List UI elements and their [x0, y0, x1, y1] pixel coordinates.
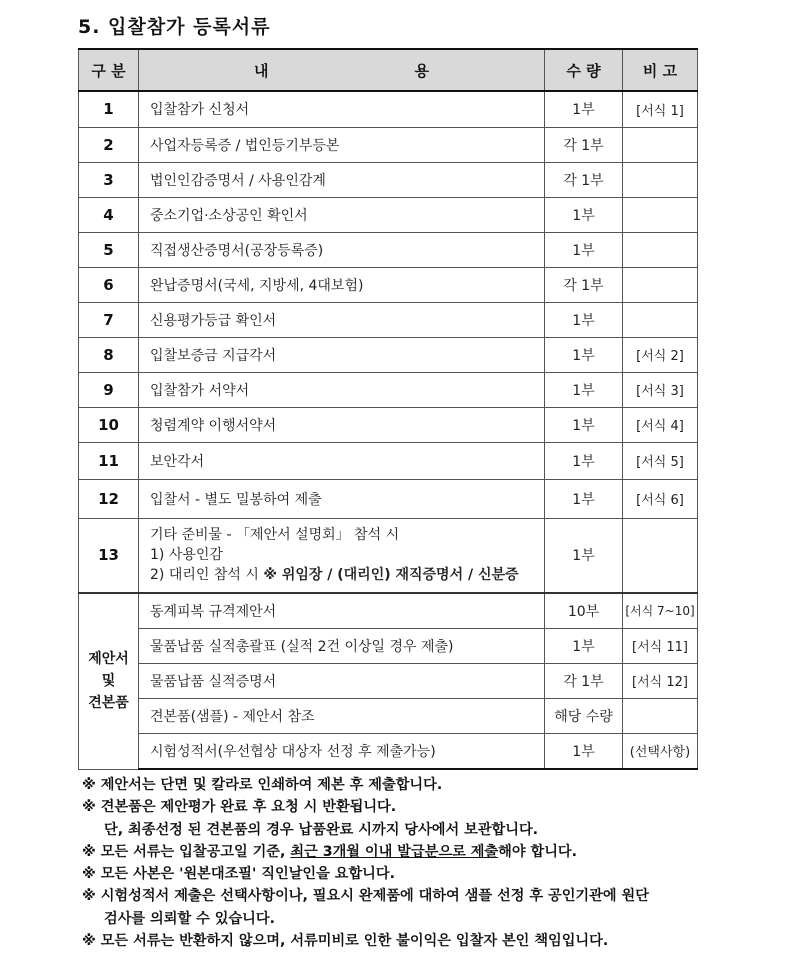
table-header-row [79, 49, 698, 91]
table-row [79, 372, 698, 407]
table-row [79, 698, 698, 733]
row-quantity: 1부 [545, 479, 623, 518]
table-row-13 [79, 518, 698, 593]
table-row [79, 628, 698, 663]
row-content: 사업자등록증 / 법인등기부등본 [139, 127, 545, 162]
header-content [139, 49, 545, 91]
row-number: 7 [79, 302, 139, 337]
row-number: 10 [79, 407, 139, 442]
row-quantity: 1부 [545, 518, 623, 593]
note-5-continued: 검사를 의뢰할 수 있습니다. [104, 910, 275, 927]
row-quantity: 1부 [545, 232, 623, 267]
row-number: 8 [79, 337, 139, 372]
row-remark: [서식 2] [623, 337, 698, 372]
note-3-end: 해야 합니다. [498, 843, 577, 860]
table-row [79, 91, 698, 127]
row-remark: [서식 7~10] [623, 593, 698, 628]
table-row [79, 162, 698, 197]
row-content: 입찰참가 서약서 [139, 372, 545, 407]
row-number: 1 [79, 91, 139, 127]
table-row [79, 302, 698, 337]
row-remark: [서식 12] [623, 663, 698, 698]
row-quantity: 해당 수량 [545, 698, 623, 733]
header-content-part2: 용 [414, 61, 429, 80]
row13-line3-text: 2) 대리인 참석 시 [150, 567, 264, 584]
row-remark: [서식 6] [623, 479, 698, 518]
header-remarks: 비 고 [623, 49, 698, 91]
table-row [79, 267, 698, 302]
documents-table [78, 48, 698, 770]
group-label [79, 593, 139, 769]
row-number: 9 [79, 372, 139, 407]
group-label-line2: 및 [101, 673, 116, 690]
note-6: ※ 모든 서류는 반환하지 않으며, 서류미비로 인한 불이익은 입찰자 본인 책임입니다. [82, 933, 609, 950]
row13-line2: 1) 사용인감 [150, 547, 223, 564]
note-2: ※ 견본품은 제안평가 완료 후 요청 시 반환됩니다. [82, 799, 397, 816]
row-quantity: 1부 [545, 407, 623, 442]
row-number: 12 [79, 479, 139, 518]
header-quantity: 수 량 [545, 49, 623, 91]
header-category: 구 분 [79, 49, 139, 91]
group-label-line3: 견본품 [88, 695, 129, 712]
row-remark [623, 232, 698, 267]
notes-section [82, 774, 742, 952]
row-quantity: 1부 [545, 442, 623, 479]
row13-line3 [150, 565, 544, 585]
table-row [79, 663, 698, 698]
row-number: 5 [79, 232, 139, 267]
row-number: 11 [79, 442, 139, 479]
row-remark: [서식 4] [623, 407, 698, 442]
note-3-text: ※ 모든 서류는 입찰공고일 기준, [82, 843, 291, 860]
table-row [79, 733, 698, 769]
header-content-part1: 내 [254, 61, 269, 80]
note-1: ※ 제안서는 단면 및 칼라로 인쇄하여 제본 후 제출합니다. [82, 777, 443, 793]
row-content: 시험성적서(우선협상 대상자 선정 후 제출가능) [139, 733, 545, 769]
row13-required-docs: ※ 위임장 / (대리인) 재직증명서 / 신분증 [263, 567, 519, 584]
row-content: 신용평가등급 확인서 [139, 302, 545, 337]
row-content: 견본품(샘플) - 제안서 참조 [139, 698, 545, 733]
note-3 [82, 841, 742, 863]
row-number: 6 [79, 267, 139, 302]
row13-line1: 기타 준비물 - 「제안서 설명회」 참석 시 [150, 527, 400, 544]
row-remark [623, 698, 698, 733]
row-quantity: 1부 [545, 372, 623, 407]
table-row [79, 593, 698, 628]
row-quantity: 1부 [545, 91, 623, 127]
row-quantity: 각 1부 [545, 267, 623, 302]
row-remark: [서식 3] [623, 372, 698, 407]
row-content: 동계피복 규격제안서 [139, 593, 545, 628]
row-remark: [서식 5] [623, 442, 698, 479]
row-remark [623, 302, 698, 337]
row-content [139, 518, 545, 593]
table-row [79, 197, 698, 232]
row-quantity: 각 1부 [545, 663, 623, 698]
row-content: 입찰보증금 지급각서 [139, 337, 545, 372]
row-number: 13 [79, 518, 139, 593]
row-remark [623, 267, 698, 302]
row-content: 물품납품 실적증명서 [139, 663, 545, 698]
group-label-line1: 제안서 [88, 651, 129, 668]
note-4: ※ 모든 사본은 '원본대조필' 직인날인을 요합니다. [82, 866, 395, 883]
row-number: 2 [79, 127, 139, 162]
note-5: ※ 시험성적서 제출은 선택사항이나, 필요시 완제품에 대하여 샘플 선정 후 공인기관에 원단 [82, 888, 649, 905]
table-row [79, 442, 698, 479]
row-content: 입찰서 - 별도 밀봉하여 제출 [139, 479, 545, 518]
row-remark [623, 162, 698, 197]
table-row [79, 479, 698, 518]
note-3-underlined: 최근 3개월 이내 발급분으로 제출 [290, 843, 499, 860]
row-number: 3 [79, 162, 139, 197]
row-quantity: 각 1부 [545, 162, 623, 197]
row-number: 4 [79, 197, 139, 232]
table-row [79, 127, 698, 162]
row-remark [623, 127, 698, 162]
row-content: 중소기업·소상공인 확인서 [139, 197, 545, 232]
row-remark: [서식 11] [623, 628, 698, 663]
row-remark: (선택사항) [623, 733, 698, 769]
row-quantity: 1부 [545, 628, 623, 663]
row-quantity: 1부 [545, 733, 623, 769]
row-content: 물품납품 실적총괄표 (실적 2건 이상일 경우 제출) [139, 628, 545, 663]
row-content: 완납증명서(국세, 지방세, 4대보험) [139, 267, 545, 302]
row-content: 법인인감증명서 / 사용인감계 [139, 162, 545, 197]
row-remark [623, 197, 698, 232]
row-quantity: 각 1부 [545, 127, 623, 162]
row-content: 청렴계약 이행서약서 [139, 407, 545, 442]
row-content: 보안각서 [139, 442, 545, 479]
row-quantity: 10부 [545, 593, 623, 628]
row-content: 입찰참가 신청서 [139, 91, 545, 127]
row-quantity: 1부 [545, 302, 623, 337]
row-quantity: 1부 [545, 197, 623, 232]
row-content: 직접생산증명서(공장등록증) [139, 232, 545, 267]
table-row [79, 407, 698, 442]
table-row [79, 232, 698, 267]
row-quantity: 1부 [545, 337, 623, 372]
note-2-continued: 단, 최종선정 된 견본품의 경우 납품완료 시까지 당사에서 보관합니다. [104, 821, 539, 838]
row-remark: [서식 1] [623, 91, 698, 127]
row-remark [623, 518, 698, 593]
table-row [79, 337, 698, 372]
section-title: 5. 입찰참가 등록서류 [78, 16, 271, 38]
